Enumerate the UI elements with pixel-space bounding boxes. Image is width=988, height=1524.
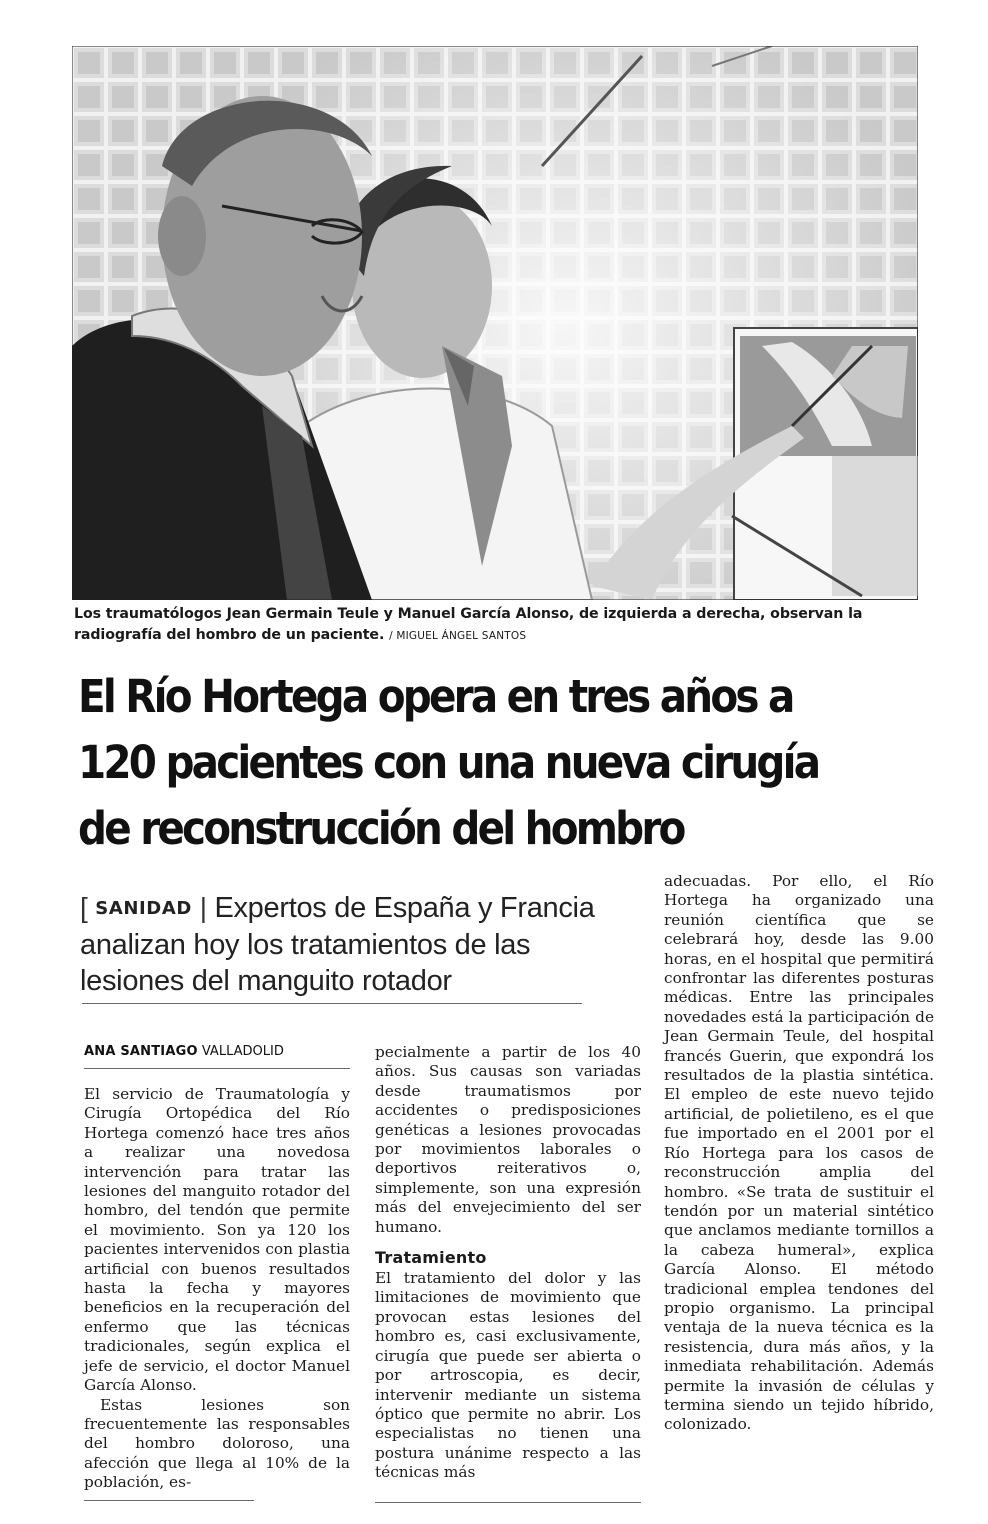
byline-location: VALLADOLID	[201, 1044, 284, 1059]
subheadline-text: Expertos de España y Francia analizan hoy los tratamientos de las lesiones del manguito rotador	[80, 892, 595, 997]
caption-text: Los traumatólogos Jean Germain Teule y Manuel García Alonso, de izquierda a derecha, observan la radiografía del hombro de un paciente.	[74, 606, 863, 643]
body-column-1	[84, 1085, 350, 1493]
body-paragraph: El tratamiento del dolor y las limitaciones de movimiento que provocan estas lesiones del hombro es, casi exclusivamente, cirugía que puede ser abierta o por artroscopia, es decir, intervenir mediante un sistema óptico que permite no abrir. Los especialistas no tienen una postura unánime respecto a las técnicas más	[375, 1269, 641, 1482]
byline-rule	[84, 1068, 350, 1069]
body-paragraph: El servicio de Traumatología y Cirugía Ortopédica del Río Hortega comenzó hace tres años a realizar una novedosa intervención para tratar las lesiones del manguito rotador del hombro, del tendón que permite el movimiento. Son ya 120 los pacientes intervenidos con plastia artificial con buenos resultados hasta la fecha y mayores beneficios en la recuperación del enfermo que las técnicas tradicionales, según explica el jefe de servicio, el doctor Manuel García Alonso.	[84, 1085, 350, 1395]
section-bracket-right: |	[199, 892, 207, 923]
section-label: SANIDAD	[95, 898, 192, 919]
body-column-2	[375, 1043, 641, 1483]
body-paragraph: Estas lesiones son frecuentemente las responsables del hombro doloroso, una afección que llega al 10% de la población, es-	[84, 1395, 350, 1492]
headline: El Río Hortega opera en tres años a 120 pacientes con una nueva cirugía de reconstrucción del hombro	[78, 670, 819, 855]
subhead-rule	[82, 1003, 582, 1004]
section-bracket-left: [	[80, 892, 88, 923]
body-column-3	[664, 872, 934, 1435]
body-paragraph: pecialmente a partir de los 40 años. Sus causas son variadas desde traumatismos por accidentes o predisposiciones genéticas a lesiones provocadas por movimientos laborales o deportivos reiterativos o, simplemente, son una expresión más del envejecimiento del ser humano.	[375, 1043, 641, 1236]
byline	[84, 1044, 284, 1059]
photo-caption	[74, 604, 924, 647]
bottom-rule-middle	[375, 1502, 641, 1503]
byline-author: ANA SANTIAGO	[84, 1044, 198, 1059]
bottom-rule-left	[84, 1500, 254, 1501]
section-heading: Tratamiento	[375, 1248, 487, 1268]
photo-illustration	[72, 46, 918, 600]
news-photo	[72, 46, 918, 600]
photo-credit: / MIGUEL ÁNGEL SANTOS	[389, 630, 527, 642]
body-paragraph: adecuadas. Por ello, el Río Hortega ha organizado una reunión científica que se celebrará hoy, desde las 9.00 horas, en el hospital que permitirá confrontar las diferentes posturas médicas. Entre las principales novedades está la participación de Jean Germain Teule, del hospital francés Guerin, que expondrá los resultados de la plastia sintética. El empleo de este nuevo tejido artificial, de polietileno, es el que fue importado en el 2001 por el Río Hortega para los casos de reconstrucción amplia del hombro. «Se trata de sustituir el tendón por un material sintético que anclamos mediante tornillos a la cabeza humeral», explica García Alonso. El método tradicional emplea tendones del propio organismo. La principal ventaja de la nueva técnica es la resistencia, dura más años, y la inmediata rehabilitación. Además permite la invasión de células y termina siendo un tejido híbrido, colonizado.	[664, 872, 934, 1434]
subheadline	[80, 890, 640, 999]
